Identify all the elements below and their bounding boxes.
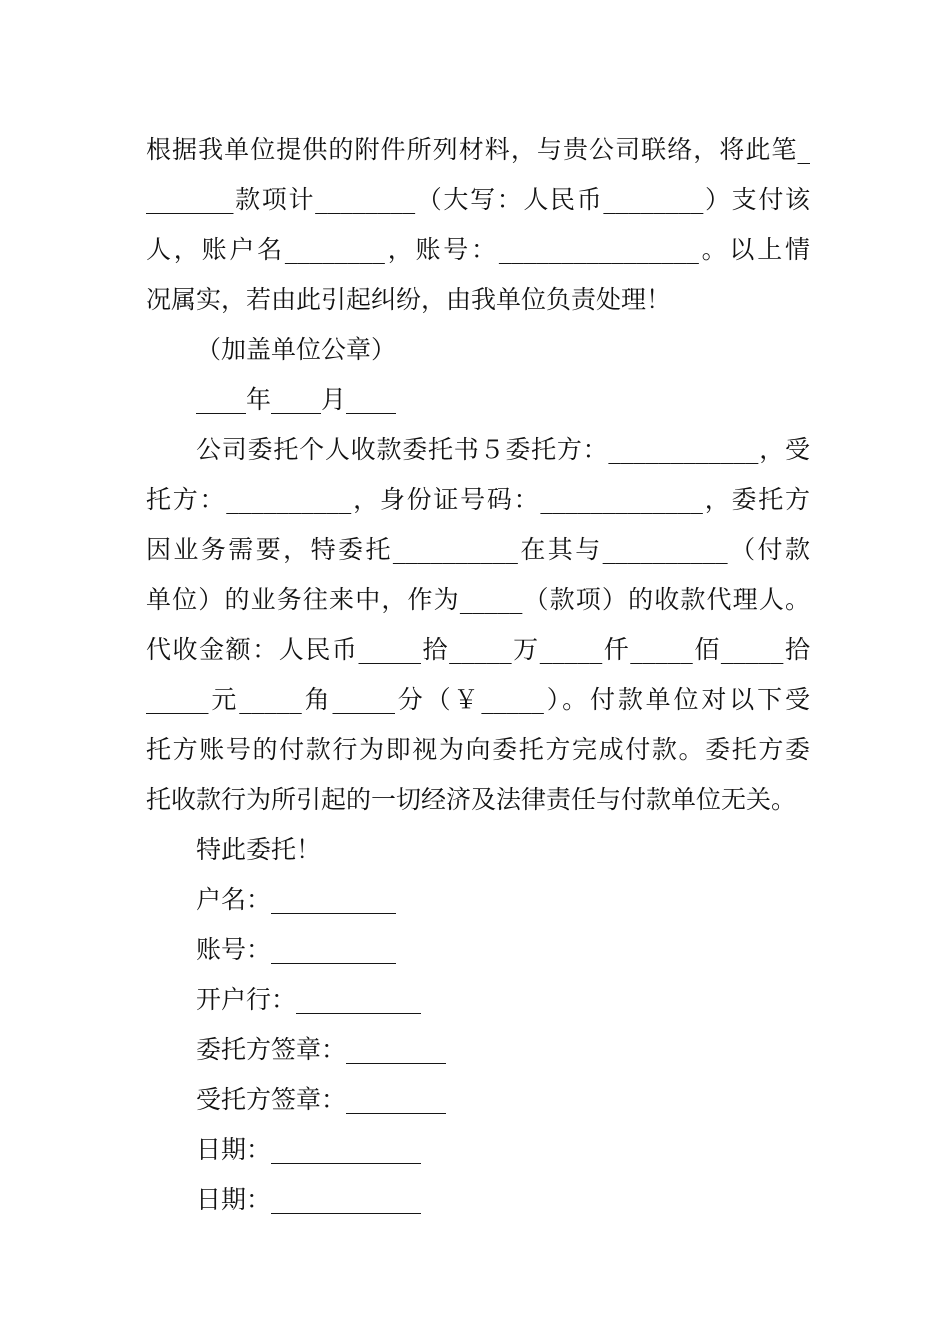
agent-signature-field: 受托方签章：________ [196, 1085, 447, 1114]
principal-signature-field: 委托方签章：________ [196, 1035, 447, 1064]
paragraph-1-line-4: 况属实，若由此引起纠纷，由我单位负责处理！ [146, 285, 672, 314]
paragraph-2-line-3: 因业务需要，特委托__________在其与__________（付款 [146, 535, 810, 564]
paragraph-2-line-1: 公司委托个人收款委托书５委托方：____________，受 [196, 435, 810, 464]
bank-field: 开户行：__________ [196, 985, 422, 1014]
closing-statement: 特此委托！ [196, 835, 322, 864]
date-field-1: 日期：____________ [196, 1135, 422, 1164]
seal-note: （加盖单位公章） [196, 335, 397, 364]
paragraph-1-line-2: _______款项计________（大写：人民币________）支付该 [146, 185, 810, 214]
account-name-field: 户名：__________ [196, 885, 397, 914]
paragraph-2-line-8: 托收款行为所引起的一切经济及法律责任与付款单位无关。 [146, 785, 797, 814]
paragraph-1-line-3: 人，账户名________，账号：________________。以上情 [146, 235, 810, 264]
paragraph-2-line-5: 代收金额：人民币_____拾_____万_____仟_____佰_____拾 [146, 635, 810, 664]
account-number-field: 账号：__________ [196, 935, 397, 964]
date-blank-line: ____年____月____ [196, 385, 397, 414]
paragraph-2-line-4: 单位）的业务往来中，作为_____（款项）的收款代理人。 [146, 585, 810, 614]
date-field-2: 日期：____________ [196, 1185, 422, 1214]
paragraph-2-line-6: _____元_____角_____分（￥_____）。付款单位对以下受 [146, 685, 810, 714]
paragraph-1-line-1: 根据我单位提供的附件所列材料，与贵公司联络，将此笔_ [146, 135, 810, 164]
paragraph-2-line-2: 托方：__________，身份证号码：_____________，委托方 [146, 485, 810, 514]
paragraph-2-line-7: 托方账号的付款行为即视为向委托方完成付款。委托方委 [146, 735, 810, 764]
